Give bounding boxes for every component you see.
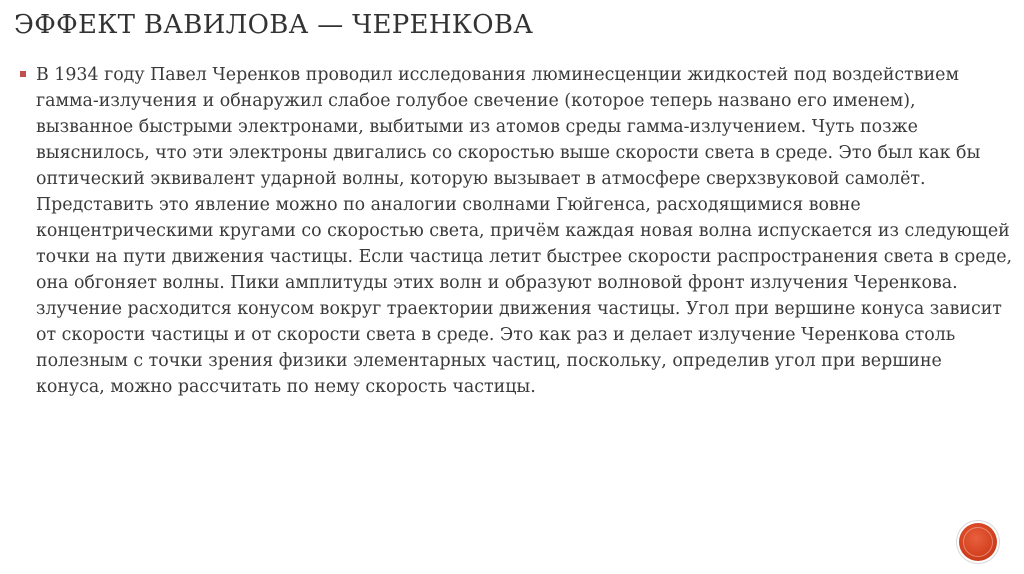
slide-body <box>20 62 1015 400</box>
next-slide-button[interactable] <box>959 523 997 561</box>
slide-title: ЭФФЕКТ ВАВИЛОВА — ЧЕРЕНКОВА <box>14 10 534 40</box>
square-bullet-icon <box>20 71 26 77</box>
body-paragraph: В 1934 году Павел Черенков проводил исследования люминесценции жидкостей под воздействием гамма-излучения и обнаружил слабое голубое свечение (которое теперь названо его именем), вызванное быстрыми электронами, выбитыми из атомов среды гамма-излучением. Чуть позже выяснилось, что эти электроны двигались со скоростью выше скорости света в среде. Это был как бы оптический эквивалент ударной волны, которую вызывает в атмосфере сверхзвуковой самолёт. Представить это явление можно по аналогии сволнами Гюйгенса, расходящимися вовне концентрическими кругами со скоростью света, причём каждая новая волна испускается из следующей точки на пути движения частицы. Если частица летит быстрее скорости распространения света в среде, она обгоняет волны. Пики амплитуды этих волн и образуют волновой фронт излучения Черенкова. злучение расходится конусом вокруг траектории движения частицы. Угол при вершине конуса зависит от скорости частицы и от скорости света в среде. Это как раз и делает излучение Черенкова столь полезным с точки зрения физики элементарных частиц, поскольку, определив угол при вершине конуса, можно рассчитать по нему скорость частицы. <box>36 65 1013 397</box>
